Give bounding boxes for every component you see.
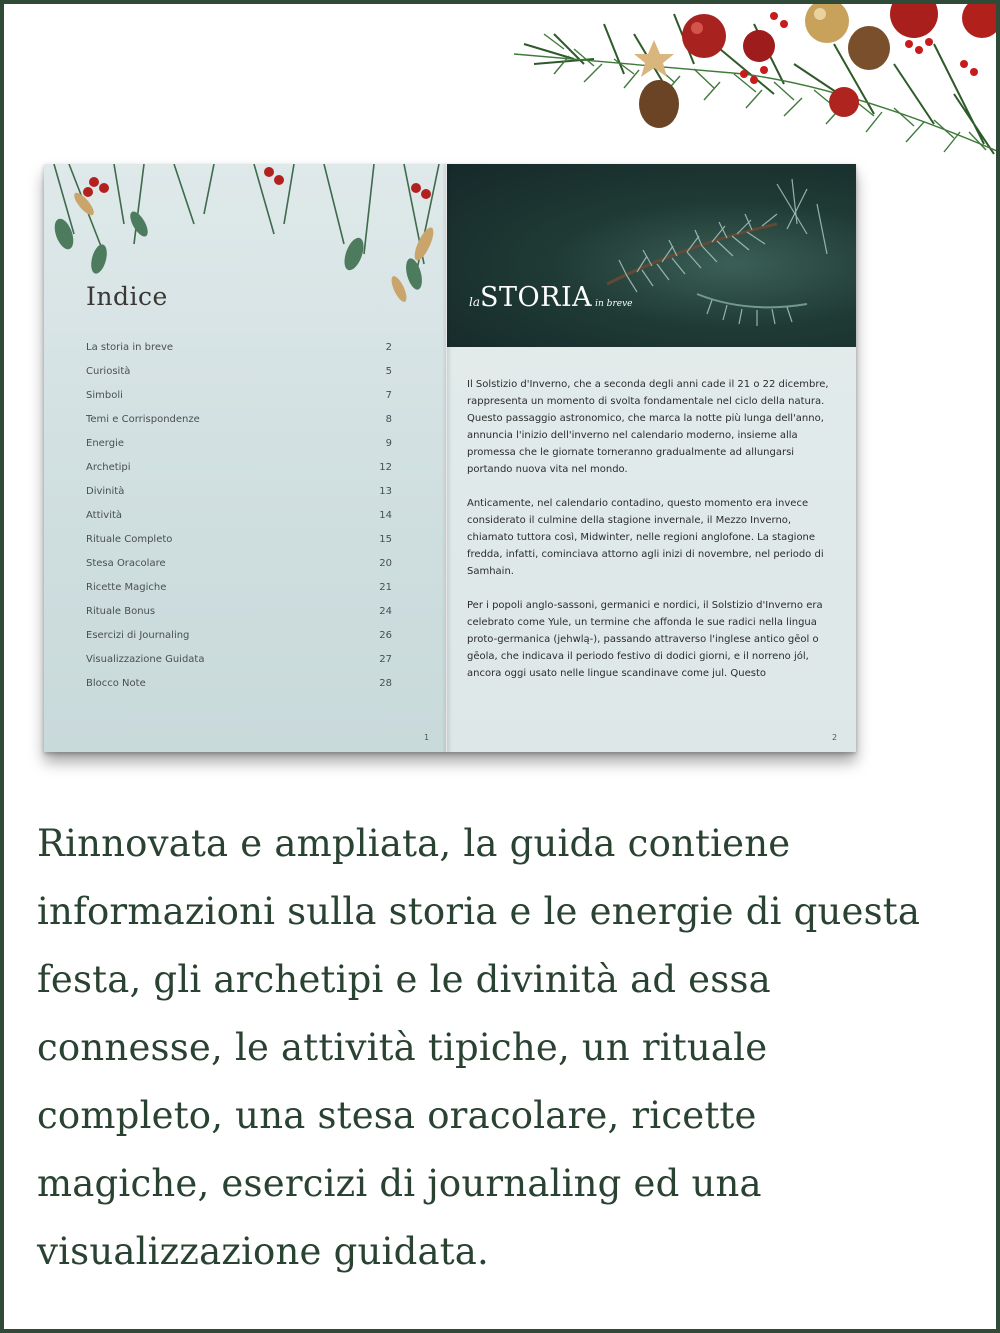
toc-item-label: Curiosità: [86, 366, 131, 377]
toc-item-label: Stesa Oracolare: [86, 558, 166, 569]
section-title-prefix: la: [469, 295, 480, 309]
toc-item-page: 5: [385, 366, 392, 377]
toc-title: Indice: [86, 282, 168, 311]
toc-item-label: La storia in breve: [86, 342, 174, 353]
toc-item: [86, 606, 392, 630]
body-paragraph: Anticamente, nel calendario contadino, questo momento era invece considerato il culmine della stagione invernale, il Mezzo Inverno, chiamato tuttora così, Midwinter, nelle regioni anglofone. La stagione fredda, infatti, cominciava attorno agli inizi di novembre, nel periodo di Samhain.: [467, 498, 824, 577]
toc-item: [86, 414, 392, 438]
toc-item-label: Esercizi di Journaling: [86, 630, 190, 641]
section-title-suffix: in breve: [595, 299, 633, 309]
body-paragraph: Il Solstizio d'Inverno, che a seconda degli anni cade il 21 o 22 dicembre, rappresenta un momento di svolta fondamentale nel ciclo della natura. Questo passaggio astronomico, che marca la notte più lunga dell'anno, annuncia l'inizio dell'inverno nel calendario moderno, insieme alla promessa che le giornate torneranno gradualmente ad allungarsi portando nuova vita nel mondo.: [467, 379, 829, 475]
body-text: [467, 376, 837, 699]
toc-item: [86, 462, 392, 486]
toc-item-label: Simboli: [86, 390, 123, 401]
toc-item-page: 7: [385, 390, 392, 401]
description-caption: Rinnovata e ampliata, la guida contiene informazioni sulla storia e le energie di questa festa, gli archetipi e le divinità ad essa connesse, le attività tipiche, un rituale completo, una stesa oracolare, ricette magiche, esercizi di journaling ed una visualizzazione guidata.: [37, 822, 921, 1273]
toc-item: [86, 534, 392, 558]
toc-item-label: Visualizzazione Guidata: [86, 654, 205, 665]
page-number-left: 1: [424, 733, 430, 742]
toc-item-page: 12: [379, 462, 392, 473]
toc-item-label: Archetipi: [86, 462, 131, 473]
pine-branch-icon: [447, 164, 856, 347]
pine-photo: [447, 164, 856, 347]
toc-item-label: Divinità: [86, 486, 125, 497]
toc-item: [86, 654, 392, 678]
toc-item: [86, 366, 392, 390]
toc-item-page: 28: [379, 678, 392, 689]
toc-item-page: 2: [385, 342, 392, 353]
toc-item-page: 14: [379, 510, 392, 521]
toc-item-label: Energie: [86, 438, 125, 449]
toc-item-label: Attività: [86, 510, 123, 521]
toc-item: [86, 438, 392, 462]
toc-item-page: 15: [379, 534, 392, 545]
toc-list: [86, 342, 392, 702]
toc-item: [86, 342, 392, 366]
toc-item-label: Ricette Magiche: [86, 582, 167, 593]
toc-item: [86, 630, 392, 654]
toc-item-label: Rituale Completo: [86, 534, 173, 545]
book-left-page: [44, 164, 446, 752]
toc-item: [86, 510, 392, 534]
toc-item-page: 9: [385, 438, 392, 449]
toc-item: [86, 486, 392, 510]
toc-item-label: Blocco Note: [86, 678, 146, 689]
toc-item: [86, 390, 392, 414]
toc-item-page: 26: [379, 630, 392, 641]
book-gutter: [442, 164, 452, 752]
toc-item-page: 27: [379, 654, 392, 665]
toc-item-page: 8: [385, 414, 392, 425]
toc-item-page: 21: [379, 582, 392, 593]
body-paragraph: Per i popoli anglo-sassoni, germanici e nordici, il Solstizio d'Inverno era celebrato come Yule, un termine che affonda le sue radici nella lingua proto-germanica (jehwlą-), passando attraverso l'inglese antico gēol o gēola, che indicava il periodo festivo di dodici giorni, e il norreno jól, ancora oggi usato nelle lingue scandinave come jul. Questo: [467, 600, 823, 679]
toc-item: [86, 582, 392, 606]
toc-item: [86, 558, 392, 582]
section-title: [469, 282, 632, 313]
toc-item: [86, 678, 392, 702]
book-right-page: [447, 164, 856, 752]
page-number-right: 2: [832, 733, 838, 742]
book-mockup: [44, 164, 856, 752]
section-title-main: STORIA: [480, 282, 593, 313]
toc-item-label: Rituale Bonus: [86, 606, 156, 617]
toc-item-page: 24: [379, 606, 392, 617]
toc-item-page: 20: [379, 558, 392, 569]
toc-item-label: Temi e Corrispondenze: [86, 414, 200, 425]
christmas-garland-icon: [514, 4, 1000, 169]
toc-item-page: 13: [379, 486, 392, 497]
